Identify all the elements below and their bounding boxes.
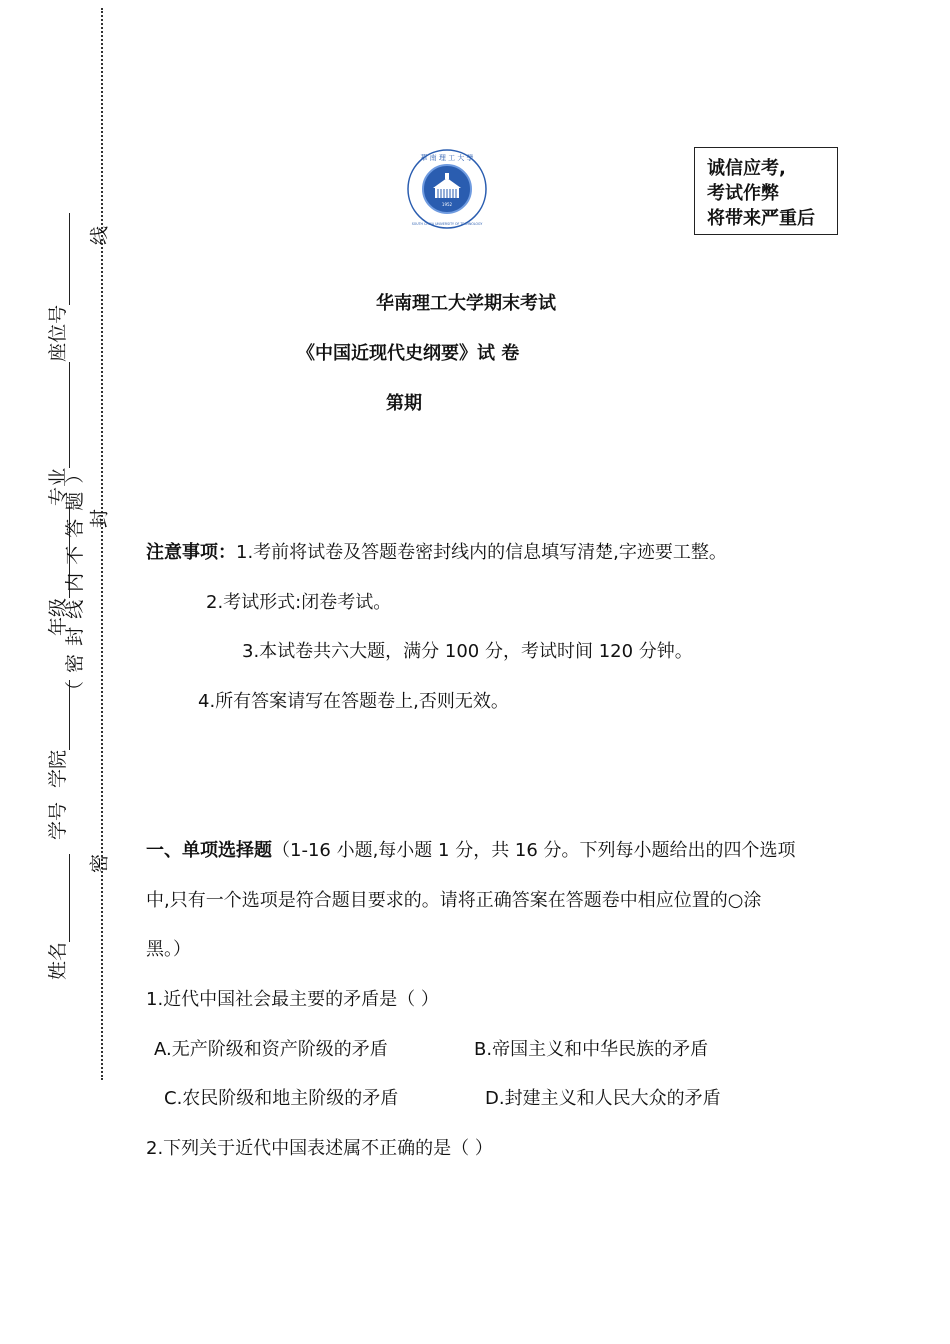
- question-1-option-a: A.无产阶级和资产阶级的矛盾: [154, 1039, 388, 1060]
- question-1-option-b: B.帝国主义和中华民族的矛盾: [474, 1039, 709, 1060]
- no-answer-notice: （ 密 封 线 内 不 答 题 ）: [64, 463, 86, 700]
- section1-instructions-1: （1-16 小题,每小题 1 分，共 16 分。下列每小题给出的四个选项: [272, 840, 796, 861]
- binding-secret-label: 密: [88, 854, 111, 874]
- binding-dotted-line: [101, 8, 103, 1080]
- honesty-notice-box: [694, 147, 838, 235]
- seat-label: 座位号: [47, 304, 69, 362]
- university-seal-icon: [406, 148, 488, 230]
- notes-item-1: [146, 538, 727, 564]
- seat-field[interactable]: [43, 213, 70, 362]
- grade-label: 年级: [47, 597, 69, 636]
- section1-line-1: [146, 836, 796, 862]
- notes-item-4: 4.所有答案请写在答题卷上,否则无效。: [198, 691, 509, 712]
- notes-item-2: 2.考试形式:闭卷考试。: [206, 592, 392, 613]
- logo-ring-bottom: SOUTH CHINA UNIVERSITY OF TECHNOLOGY: [411, 222, 483, 226]
- section1-instructions-2: 中,只有一个选项是符合题目要求的。请将正确答案在答题卷中相应位置的○涂: [146, 890, 762, 911]
- exam-title: 华南理工大学期末考试: [376, 293, 556, 314]
- course-title: 《中国近现代史纲要》试 卷: [297, 343, 520, 364]
- college-label: 学院: [47, 749, 69, 788]
- logo-year: 1952: [441, 202, 453, 207]
- question-1-stem: 1.近代中国社会最主要的矛盾是（ ）: [146, 989, 439, 1010]
- honesty-line-3: 将带来严重后: [707, 208, 815, 229]
- honesty-line-1: 诚信应考,: [707, 158, 786, 179]
- major-blank[interactable]: [51, 362, 70, 468]
- section1-heading: 一、单项选择题: [146, 840, 272, 861]
- name-field[interactable]: [43, 854, 70, 980]
- university-logo: [406, 148, 488, 230]
- binding-line-label: 线: [88, 226, 111, 246]
- student-id-label: 学号: [47, 801, 69, 840]
- name-blank[interactable]: [51, 854, 70, 942]
- binding-seal-label: 封: [88, 509, 111, 529]
- seat-blank[interactable]: [51, 213, 70, 305]
- notes-item-1-text: 1.考前将试卷及答题卷密封线内的信息填写清楚,字迹要工整。: [236, 542, 727, 563]
- term-title: 第期: [386, 393, 422, 414]
- logo-ring-top: 華 南 理 工 大 學: [420, 154, 474, 162]
- student-id-field[interactable]: [43, 802, 70, 840]
- question-1-option-d: D.封建主义和人民大众的矛盾: [485, 1088, 721, 1109]
- question-1-option-c: C.农民阶级和地主阶级的矛盾: [164, 1088, 399, 1109]
- major-label: 专业: [47, 467, 69, 506]
- honesty-line-2: 考试作弊: [707, 183, 779, 204]
- question-2-stem: 2.下列关于近代中国表述属不正确的是（ ）: [146, 1138, 493, 1159]
- notes-label: 注意事项：: [146, 542, 236, 563]
- notes-item-3: 3.本试卷共六大题，满分 100 分，考试时间 120 分钟。: [242, 641, 693, 662]
- name-label: 姓名: [47, 941, 69, 980]
- section1-instructions-3: 黑。）: [146, 939, 191, 960]
